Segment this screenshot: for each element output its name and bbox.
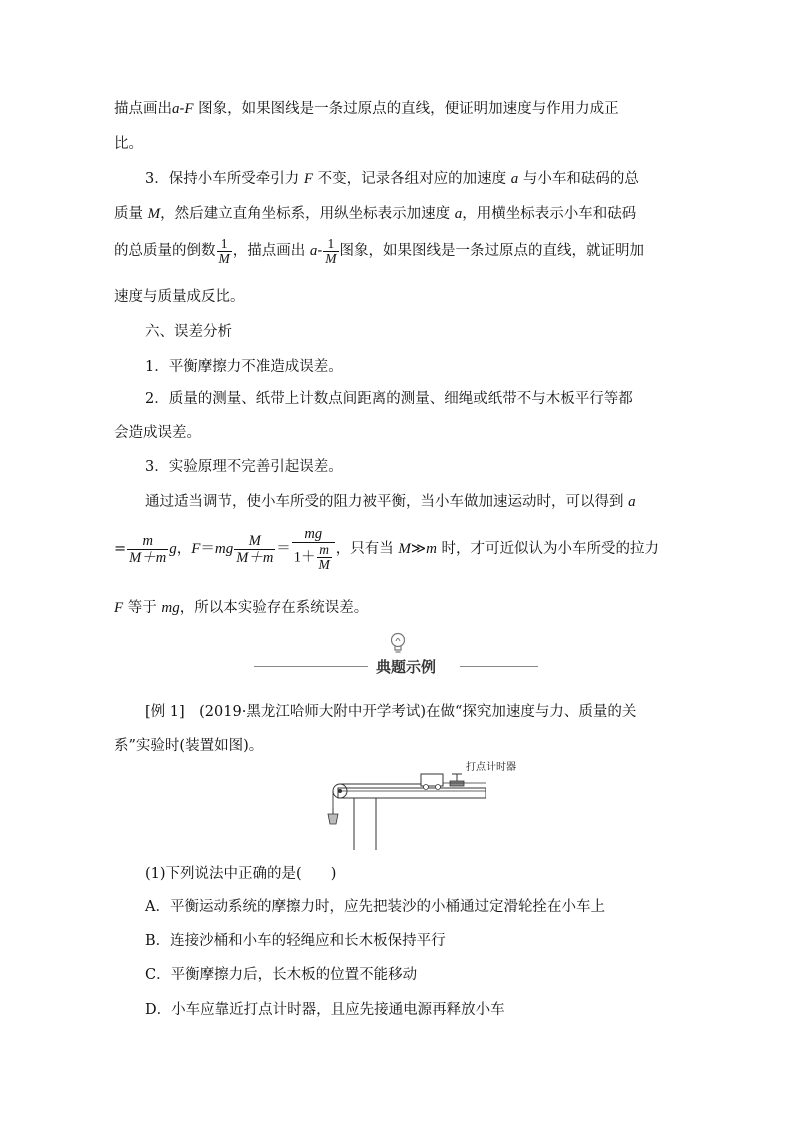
text: ，所以本实验存在系统误差。 [179,600,369,616]
formula-line [114,513,659,585]
frac-denominator: M [325,250,337,266]
frac-denominator: M [218,250,230,266]
text: ， [176,541,192,557]
text: 3．保持小车所受牵引力 [145,171,304,187]
var-a: a [510,171,519,187]
fraction-m-over-M [317,543,332,572]
frac-numerator: m [127,533,168,550]
option-A: A．平衡运动系统的摩擦力时，应先把装沙的小桶通过定滑轮拴在小车上 [145,899,605,915]
frac-denominator: M [318,557,330,572]
text: ＝ [200,541,215,557]
question: (1)下列说法中正确的是( ) [145,866,337,882]
var-a: a [172,101,180,117]
section-header [254,632,538,676]
divider-left [254,666,368,667]
text: ，用横坐标表示小车和砝码 [462,206,637,222]
text: 的总质量的倒数 [114,243,216,259]
paragraph-line [114,99,619,119]
frac-denominator [292,543,335,572]
fraction-1-over-M [217,237,232,266]
var-m: m [426,541,437,557]
frac-numerator: 1 [323,237,338,252]
fraction-m-over-Mm [127,533,168,566]
text: 图象，如果图线是一条过原点的直线，就证明加 [339,243,645,259]
paragraph-line [114,231,644,271]
text: 1＋ [293,549,316,566]
text: = [114,541,127,557]
text: 与小车和砝码的总 [518,171,639,187]
frac-numerator: mg [292,526,335,543]
apparatus-svg [316,764,486,850]
var-F: F [184,101,194,117]
var-g: g [169,541,177,557]
paragraph-line: 3．实验原理不完善引起误差。 [145,459,343,475]
paragraph-line: 速度与质量成反比。 [114,289,245,305]
text: ≫ [410,541,427,557]
var-a: a [628,494,636,510]
text: 描点画出 [114,101,172,117]
text: ，只有当 [335,541,399,557]
example-text: [例 1] (2019·黑龙江哈师大附中开学考试)在做“探究加速度与力、质量的关 [145,704,637,720]
text: ＝ [276,541,291,557]
paragraph-line: 会造成误差。 [114,425,201,441]
apparatus-diagram [316,762,516,854]
timer-label: 打点计时器 [466,762,516,773]
paragraph-line: 1．平衡摩擦力不准造成误差。 [145,359,343,375]
text: 时，才可近似认为小车所受的拉力 [436,541,660,557]
fraction-1-over-M [323,237,338,266]
paragraph-line: 比。 [114,136,143,152]
text: ，然后建立直角坐标系，用纵坐标表示加速度 [160,206,455,222]
paragraph-line: 2．质量的测量、纸带上计数点间距离的测量、细绳或纸带不与木板平行等都 [145,391,633,407]
option-D: D．小车应靠近打点计时器，且应先接通电源再释放小车 [145,1002,505,1018]
frac-numerator: 1 [217,237,232,252]
var-a: a [309,243,318,259]
frac-numerator: m [317,543,332,558]
paragraph-line [145,492,636,512]
fraction-mg-over-1-plus-m-over-M [292,526,335,572]
var-mg: mg [214,541,234,557]
var-F: F [114,600,124,616]
text: 图象，如果图线是一条过原点的直线，便证明加速度与作用力成正 [193,101,619,117]
var-M: M [398,541,411,557]
text: 等于 [123,600,162,616]
text: ，描点画出 [232,243,310,259]
fraction-M-over-Mm [234,533,275,566]
text: - [179,101,185,117]
var-mg: mg [161,600,180,616]
divider-right [460,666,538,667]
frac-numerator: M [234,533,275,550]
text: 通过适当调节，使小车所受的阻力被平衡，当小车做加速运动时，可以得到 [145,494,629,510]
paragraph-line [145,169,639,189]
var-F: F [191,541,201,557]
paragraph-line [114,204,636,224]
paragraph-line [114,598,368,618]
lightbulb-icon [389,632,407,654]
section-heading: 六、误差分析 [145,324,232,340]
frac-denominator: M＋m [236,549,274,566]
text: - [317,243,323,259]
text: 不变，记录各组对应的加速度 [313,171,511,187]
frac-denominator: M＋m [129,549,167,566]
example-text: 系”实验时(装置如图)。 [114,738,264,754]
option-C: C．平衡摩擦力后，长木板的位置不能移动 [145,967,418,983]
option-B: B．连接沙桶和小车的轻绳应和长木板保持平行 [145,933,446,949]
var-F: F [303,171,314,187]
var-a: a [454,206,463,222]
var-M: M [147,206,161,222]
section-title: 典题示例 [376,658,437,676]
text: 质量 [114,206,148,222]
